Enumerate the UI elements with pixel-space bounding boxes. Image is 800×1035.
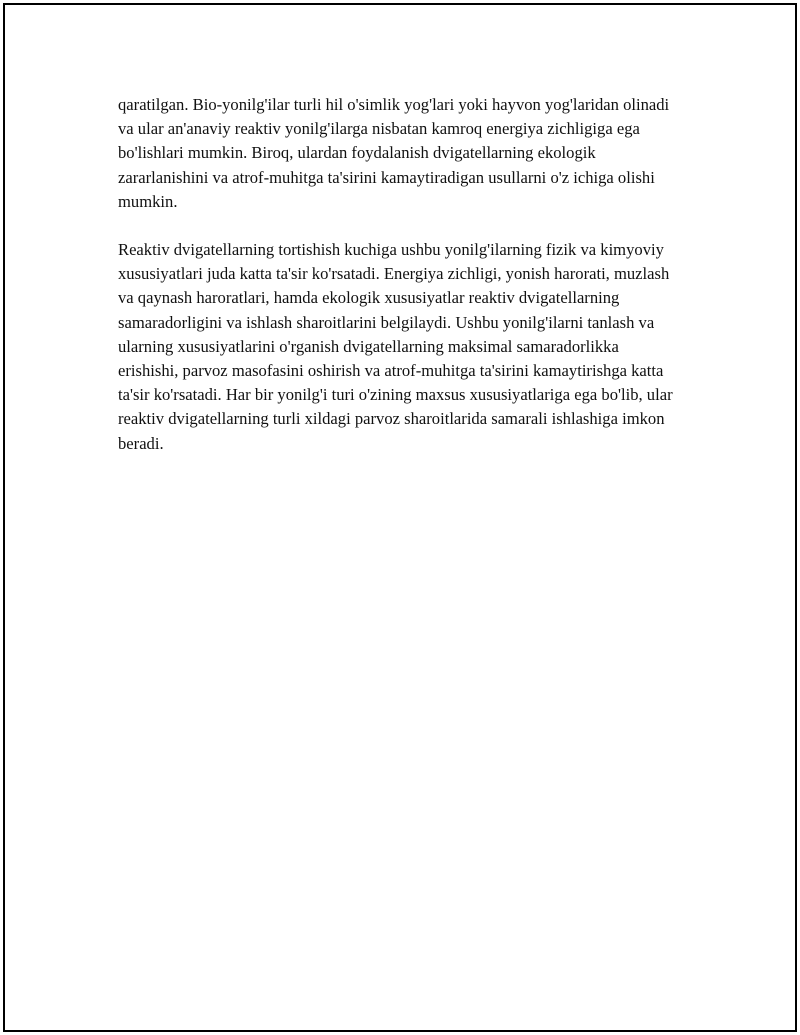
- paragraph-1: qaratilgan. Bio-yonilg'ilar turli hil o'simlik yog'lari yoki hayvon yog'laridan olinadi va ular an'anaviy reaktiv yonilg'ilarga nisbatan kamroq energiya zichligiga ega bo'lishlari mumkin. Biroq, ulardan foydalanish dvigatellarning ekologik zararlanishini va atrof-muhitga ta'sirini kamaytiradigan usullarni o'z ichiga olishi mumkin.: [118, 95, 670, 211]
- document-body: [118, 93, 678, 480]
- paragraph-2: Reaktiv dvigatellarning tortishish kuchiga ushbu yonilg'ilarning fizik va kimyoviy xususiyatlari juda katta ta'sir ko'rsatadi. Energiya zichligi, yonish harorati, muzlash va qaynash haroratlari, hamda ekologik xususiyatlar reaktiv dvigatellarning samaradorligini va ishlash sharoitlarini belgilaydi. Ushbu yonilg'ilarni tanlash va ularning xususiyatlarini o'rganish dvigatellarning maksimal samaradorlikka erishishi, parvoz masofasini oshirish va atrof-muhitga ta'sirini kamaytirishga katta ta'sir ko'rsatadi. Har bir yonilg'i turi o'zining maxsus xususiyatlariga ega bo'lib, ular reaktiv dvigatellarning turli xildagi parvoz sharoitlarida samarali ishlashiga imkon beradi.: [118, 240, 673, 453]
